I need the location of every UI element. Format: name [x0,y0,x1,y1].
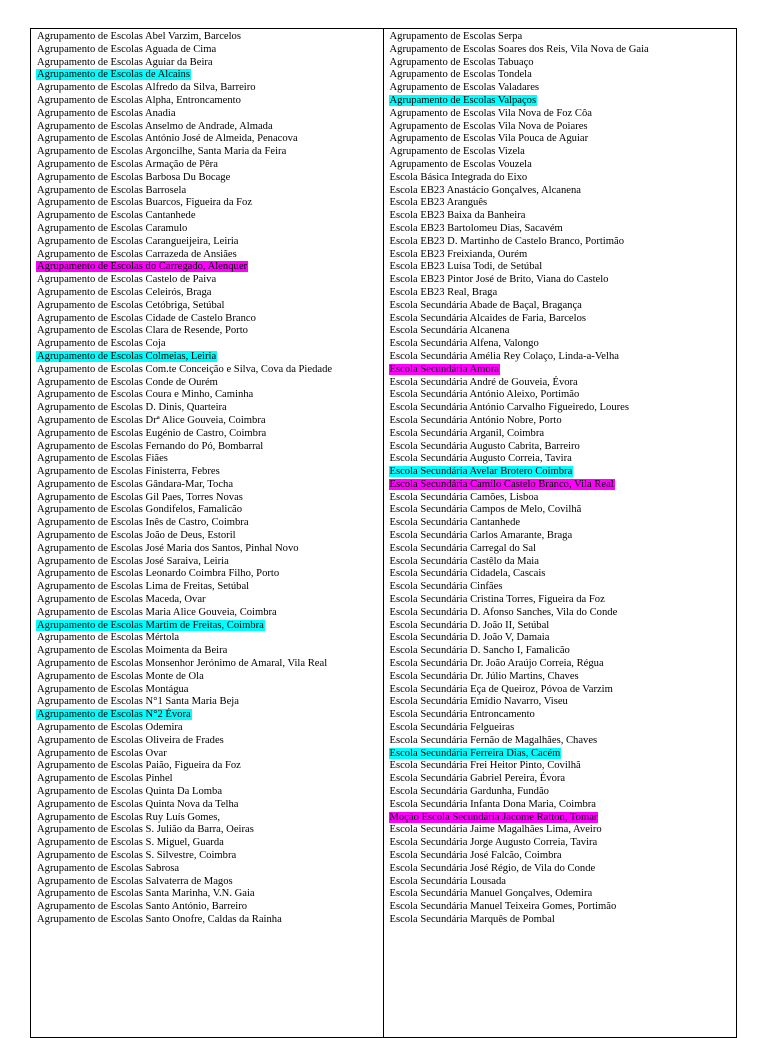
school-name: Agrupamento de Escolas Castelo de Paiva [37,274,217,286]
school-name: Agrupamento de Escolas S. Julião da Barra, Oeiras [37,824,254,836]
school-list-item [389,581,737,594]
school-name: Agrupamento de Escolas Vouzela [389,158,532,170]
school-name: Agrupamento de Escolas Barrosela [37,184,187,196]
school-list-item [389,261,737,274]
school-name: Escola Secundária António Nobre, Porto [389,414,562,426]
school-name: Agrupamento de Escolas Barbosa Du Bocage [37,171,231,183]
school-list-item [36,159,383,172]
school-name: Escola Secundária D. Sancho I, Famalicão [389,645,570,657]
school-name: Escola Secundária Augusto Correia, Tavira [389,453,572,465]
school-list-item [36,57,383,70]
school-name: Agrupamento de Escolas Anadia [37,107,176,119]
school-name: Escola Secundária Emídio Navarro, Viseu [389,696,568,708]
school-list-item [36,261,383,274]
school-name: Agrupamento de Escolas Cantanhede [37,210,196,222]
school-list-table [30,28,737,1038]
school-list-item [36,594,383,607]
school-name: Escola Secundária Fernão de Magalhães, Chaves [389,734,598,746]
school-list-item [389,121,737,134]
school-name: Escola Secundária Dr. João Araújo Correia, Régua [389,658,604,670]
school-list-item [389,415,737,428]
school-name: Escola EB23 Aranguês [389,197,488,209]
school-list-item [389,876,737,889]
school-name: Agrupamento de Escolas Paião, Figueira da Foz [37,760,241,772]
school-list-item [36,441,383,454]
school-list-item [389,249,737,262]
school-name: Escola Secundária Cristina Torres, Figueira da Foz [389,594,605,606]
school-list-item [36,760,383,773]
school-list-item [36,696,383,709]
school-list-item [36,133,383,146]
school-list-item [36,428,383,441]
school-list-item [389,197,737,210]
school-name: Agrupamento de Escolas Mértola [37,632,180,644]
school-name: Escola Secundária Jorge Augusto Correia, Tavira [389,837,598,849]
school-list-item [36,517,383,530]
school-list-item [36,338,383,351]
school-name: Escola Secundária Frei Heitor Pinto, Covilhã [389,760,581,772]
school-list-item [389,568,737,581]
school-name: Escola Secundária Abade de Baçal, Bragança [389,299,582,311]
school-list-item [36,568,383,581]
highlighted-school-name: Escola Secundária Camilo Castelo Branco, Vila Real [389,478,614,490]
school-name: Agrupamento de Escolas Vila Nova de Foz Côa [389,107,592,119]
school-name: Escola Secundária Alcaides de Faria, Barcelos [389,312,586,324]
school-list-item [389,185,737,198]
school-list-item [389,133,737,146]
school-name: Agrupamento de Escolas Vizela [389,146,525,158]
school-list-item [389,300,737,313]
school-list-item [36,44,383,57]
school-list-item [389,620,737,633]
school-list-item [36,684,383,697]
school-list-item [389,479,737,492]
school-list-item [389,914,737,927]
school-list-item [36,722,383,735]
school-name: Agrupamento de Escolas Clara de Resende, Porto [37,325,248,337]
school-list-item [389,82,737,95]
school-name: Agrupamento de Escolas D. Dinis, Quarteira [37,402,227,414]
school-list-item [389,709,737,722]
school-name: Agrupamento de Escolas Sabrosa [37,862,180,874]
school-name: Escola Secundária Entroncamento [389,709,535,721]
school-list-item [389,389,737,402]
school-name: Escola Secundária Cinfães [389,581,503,593]
school-list-item [36,748,383,761]
school-name: Escola EB23 D. Martinho de Castelo Branco, Portimão [389,235,624,247]
highlighted-school-name: Escola Secundária Ferreira Dias, Cacém [389,747,561,759]
school-name: Escola EB23 Real, Braga [389,286,498,298]
school-list-item [36,620,383,633]
school-list-item [389,313,737,326]
school-list-item [36,377,383,390]
school-name: Agrupamento de Escolas Odemira [37,722,183,734]
school-name: Agrupamento de Escolas Monsenhor Jerónimo de Amaral, Vila Real [37,658,328,670]
school-list-item [389,274,737,287]
school-list-item [389,441,737,454]
school-list-item [36,121,383,134]
school-name: Agrupamento de Escolas Ovar [37,747,167,759]
highlighted-school-name: Escola Secundária Avelar Brotero Coimbra [389,466,573,478]
highlighted-school-name: Agrupamento de Escolas de Alcains [37,69,190,81]
school-list-item [389,850,737,863]
school-list-item [389,69,737,82]
left-column [31,29,384,1037]
school-name: Agrupamento de Escolas Valadares [389,82,540,94]
school-list-item [36,530,383,543]
school-name: Agrupamento de Escolas Gil Paes, Torres Novas [37,491,243,503]
school-list-item [389,632,737,645]
school-list-item [36,185,383,198]
school-list-item [36,581,383,594]
school-name: Agrupamento de Escolas Maria Alice Gouveia, Coimbra [37,606,277,618]
school-list-item [36,95,383,108]
school-list-item [389,287,737,300]
school-list-item [36,709,383,722]
school-name: Agrupamento de Escolas António José de Almeida, Penacova [37,133,298,145]
school-name: Agrupamento de Escolas Soares dos Reis, Vila Nova de Gaia [389,43,649,55]
school-list-item [389,364,737,377]
school-list-item [36,146,383,159]
school-name: Agrupamento de Escolas Anselmo de Andrade, Almada [37,120,273,132]
school-list-item [389,172,737,185]
school-name: Agrupamento de Escolas Tondela [389,69,532,81]
school-list-item [36,479,383,492]
school-name: Agrupamento de Escolas Oliveira de Frades [37,734,224,746]
school-list-item [36,389,383,402]
school-name: Escola Secundária D. João V, Damaia [389,632,550,644]
school-list-item [36,799,383,812]
school-name: Escola Secundária Cidadela, Cascais [389,568,546,580]
school-list-item [36,492,383,505]
school-list-item [36,287,383,300]
school-name: Escola Secundária Amélia Rey Colaço, Linda-a-Velha [389,350,619,362]
school-name: Agrupamento de Escolas Inês de Castro, Coimbra [37,517,249,529]
school-list-item [389,31,737,44]
school-name: Agrupamento de Escolas Vila Pouca de Aguiar [389,133,589,145]
school-name: Agrupamento de Escolas Buarcos, Figueira da Foz [37,197,253,209]
school-list-item [389,607,737,620]
school-name: Agrupamento de Escolas Santa Marinha, V.N. Gaia [37,888,255,900]
school-name: Agrupamento de Escolas Armação de Pêra [37,158,218,170]
school-list-item [36,453,383,466]
school-list-item [36,325,383,338]
school-name: Agrupamento de Escolas Leonardo Coimbra Filho, Porto [37,568,280,580]
school-name: Escola EB23 Anastácio Gonçalves, Alcanena [389,184,582,196]
school-name: Escola Secundária Infanta Dona Maria, Coimbra [389,798,597,810]
school-list-item [389,696,737,709]
school-list-item [389,824,737,837]
school-list-item [389,210,737,223]
school-list-item [389,837,737,850]
school-list-item [389,466,737,479]
school-list-item [36,607,383,620]
school-name: Escola Secundária António Carvalho Figueiredo, Loures [389,402,629,414]
school-name: Agrupamento de Escolas Coja [37,338,166,350]
school-list-item [389,108,737,121]
school-list-item [36,31,383,44]
highlighted-school-name: Agrupamento de Escolas do Carregado, Alenquer [37,261,248,273]
school-list-item [389,146,737,159]
school-list-item [36,658,383,671]
school-name: Agrupamento de Escolas Tabuaço [389,56,534,68]
school-name: Agrupamento de Escolas S. Miguel, Guarda [37,837,224,849]
school-name: Escola Secundária Marquês de Pombal [389,913,555,925]
school-name: Escola Secundária D. João II, Setúbal [389,619,550,631]
school-list-item [389,95,737,108]
school-list-item [389,863,737,876]
school-name: Agrupamento de Escolas Drª Alice Gouveia, Coimbra [37,414,266,426]
school-list-item [36,863,383,876]
school-list-item [36,236,383,249]
school-list-item [389,492,737,505]
school-list-item [389,556,737,569]
school-list-item [389,325,737,338]
school-name: Escola Secundária Eça de Queiroz, Póvoa de Varzim [389,683,613,695]
school-list-item [36,69,383,82]
school-list-item [389,159,737,172]
school-name: Agrupamento de Escolas Pinhel [37,773,173,785]
school-name: Escola Secundária Dr. Júlio Martins, Chaves [389,670,579,682]
school-name: Agrupamento de Escolas Conde de Ourém [37,376,218,388]
school-list-item [389,799,737,812]
school-list-item [36,773,383,786]
school-name: Agrupamento de Escolas José Saraiva, Leiria [37,555,229,567]
school-name: Agrupamento de Escolas Quinta Nova da Telha [37,798,239,810]
school-list-item [389,44,737,57]
school-list-item [389,722,737,735]
school-name: Escola Secundária Cantanhede [389,517,521,529]
school-name: Escola EB23 Freixianda, Ourém [389,248,528,260]
school-list-item [389,377,737,390]
school-name: Agrupamento de Escolas Finisterra, Febres [37,466,220,478]
school-list-item [36,402,383,415]
school-name: Agrupamento de Escolas Com.te Conceição e Silva, Cova da Piedade [37,363,333,375]
school-list-item [36,351,383,364]
highlighted-school-name: Agrupamento de Escolas Valpaços [389,94,537,106]
highlighted-school-name: Agrupamento de Escolas Colmeias, Leiria [37,350,217,362]
school-name: Agrupamento de Escolas Maceda, Ovar [37,594,206,606]
school-list-item [389,901,737,914]
school-list-item [389,530,737,543]
school-name: Agrupamento de Escolas Abel Varzim, Barcelos [37,31,241,42]
school-list-item [389,351,737,364]
school-name: Agrupamento de Escolas Carrazeda de Ansiães [37,248,237,260]
school-name: Agrupamento de Escolas Celeirós, Braga [37,286,212,298]
school-list-item [389,338,737,351]
school-name: Escola Secundária Arganil, Coimbra [389,427,545,439]
school-name: Agrupamento de Escolas José Maria dos Santos, Pinhal Novo [37,542,299,554]
school-list-item [36,249,383,262]
school-list-item [36,210,383,223]
school-list-item [36,645,383,658]
school-list-item [36,850,383,863]
school-name: Escola Secundária Carregal do Sal [389,542,536,554]
school-name: Agrupamento de Escolas Gândara-Mar, Tocha [37,478,234,490]
school-list-item [389,236,737,249]
school-list-item [36,274,383,287]
school-list-item [389,223,737,236]
school-name: Agrupamento de Escolas Cidade de Castelo Branco [37,312,256,324]
highlighted-school-name: Agrupamento de Escolas Martim de Freitas, Coimbra [37,619,264,631]
school-list-item [389,594,737,607]
school-list-item [36,824,383,837]
school-name: Escola EB23 Pintor José de Brito, Viana do Castelo [389,274,609,286]
school-list-item [36,197,383,210]
school-list-item [389,402,737,415]
school-name: Agrupamento de Escolas Serpa [389,31,523,42]
school-list-item [389,517,737,530]
school-name: Agrupamento de Escolas Montágua [37,683,189,695]
school-name: Escola Secundária Augusto Cabrita, Barreiro [389,440,580,452]
school-name: Escola Secundária André de Gouveia, Évora [389,376,578,388]
school-name: Escola Secundária Lousada [389,875,506,887]
school-name: Agrupamento de Escolas Alpha, Entroncamento [37,94,241,106]
school-list-item [36,837,383,850]
school-list-item [36,876,383,889]
school-name: Agrupamento de Escolas Moimenta da Beira [37,645,228,657]
school-list-item [36,172,383,185]
school-name: Agrupamento de Escolas Lima de Freitas, Setúbal [37,581,250,593]
school-list-item [389,428,737,441]
school-name: Escola Secundária Alcanena [389,325,510,337]
school-list-item [389,888,737,901]
school-list-item [389,812,737,825]
school-name: Escola EB23 Baixa da Banheira [389,210,526,222]
school-name: Agrupamento de Escolas Alfredo da Silva, Barreiro [37,82,256,94]
school-list-item [36,223,383,236]
school-name: Escola Secundária Carlos Amarante, Braga [389,530,573,542]
school-name: Agrupamento de Escolas S. Silvestre, Coimbra [37,850,237,861]
school-list-item [389,773,737,786]
right-column [384,29,737,1037]
school-name: Escola EB23 Bartolomeu Dias, Sacavém [389,222,563,234]
school-list-item [36,543,383,556]
school-list-item [36,556,383,569]
highlighted-school-name: Moção Escola Secundária Jacome Ratton, Tomar [389,811,598,823]
school-list-item [389,645,737,658]
school-name: Escola Secundária Alfena, Valongo [389,338,539,350]
school-name: Escola Secundária Manuel Gonçalves, Odemira [389,888,593,900]
school-name: Agrupamento de Escolas Salvaterra de Magos [37,875,233,887]
school-name: Agrupamento de Escolas Cetóbriga, Setúbal [37,299,225,311]
school-name: Escola Secundária D. Afonso Sanches, Vila do Conde [389,606,618,618]
school-name: Agrupamento de Escolas Vila Nova de Poiares [389,120,588,132]
school-name: Agrupamento de Escolas Aguada de Cima [37,43,217,55]
school-name: Escola Secundária Campos de Melo, Covilhã [389,504,582,516]
school-list-item [389,543,737,556]
school-list-item [36,82,383,95]
school-list-item [36,466,383,479]
highlighted-school-name: Escola Secundária Amora [389,363,499,375]
school-list-item [389,786,737,799]
highlighted-school-name: Agrupamento de Escolas N°2 Évora [37,709,191,721]
school-name: Escola Básica Integrada do Eixo [389,171,528,183]
school-list-item [36,888,383,901]
school-list-item [389,453,737,466]
school-name: Agrupamento de Escolas Fernando do Pó, Bombarral [37,440,264,452]
school-name: Agrupamento de Escolas Aguiar da Beira [37,56,213,68]
school-name: Agrupamento de Escolas Ruy Luís Gomes, [37,811,221,823]
school-name: Escola Secundária António Aleixo, Portimão [389,389,580,401]
school-name: Escola EB23 Luísa Todi, de Setúbal [389,261,543,273]
school-list-item [36,735,383,748]
school-list-item [36,786,383,799]
school-name: Agrupamento de Escolas Monte de Ola [37,670,204,682]
school-name: Agrupamento de Escolas N°1 Santa Maria Beja [37,696,239,708]
school-list-item [36,364,383,377]
school-name: Agrupamento de Escolas Argoncilhe, Santa Maria da Feira [37,146,287,158]
school-list-item [389,735,737,748]
school-name: Agrupamento de Escolas Quinta Da Lomba [37,786,223,798]
school-list-item [36,812,383,825]
school-name: Agrupamento de Escolas Eugénio de Castro, Coimbra [37,427,267,439]
school-list-item [36,504,383,517]
school-name: Agrupamento de Escolas Santo Onofre, Caldas da Rainha [37,913,282,925]
school-name: Escola Secundária José Falcão, Coimbra [389,850,562,861]
school-list-item [389,760,737,773]
school-list-item [389,748,737,761]
school-list-item [389,684,737,697]
school-name: Escola Secundária Gardunha, Fundão [389,786,549,798]
school-name: Escola Secundária Felgueiras [389,722,515,734]
school-name: Escola Secundária José Régio, de Vila do Conde [389,862,596,874]
school-name: Agrupamento de Escolas Carangueijeira, Leiria [37,235,239,247]
school-name: Agrupamento de Escolas Coura e Minho, Caminha [37,389,254,401]
school-list-item [36,671,383,684]
school-list-item [36,914,383,927]
school-name: Escola Secundária Manuel Teixeira Gomes, Portimão [389,901,617,913]
school-name: Escola Secundária Gabriel Pereira, Évora [389,773,566,785]
school-list-item [389,504,737,517]
school-list-item [36,901,383,914]
school-name: Escola Secundária Castêlo da Maia [389,555,539,567]
school-name: Escola Secundária Camões, Lisboa [389,491,539,503]
school-list-item [36,415,383,428]
school-name: Agrupamento de Escolas Caramulo [37,222,188,234]
school-name: Agrupamento de Escolas Fiães [37,453,168,465]
school-list-item [389,658,737,671]
school-list-item [36,632,383,645]
school-list-item [36,108,383,121]
school-list-item [36,313,383,326]
school-list-item [389,57,737,70]
school-name: Escola Secundária Jaime Magalhães Lima, Aveiro [389,824,602,836]
school-list-item [389,671,737,684]
school-name: Agrupamento de Escolas Santo António, Barreiro [37,901,248,913]
school-name: Agrupamento de Escolas João de Deus, Estoril [37,530,236,542]
school-name: Agrupamento de Escolas Gondifelos, Famalicão [37,504,243,516]
school-list-item [36,300,383,313]
